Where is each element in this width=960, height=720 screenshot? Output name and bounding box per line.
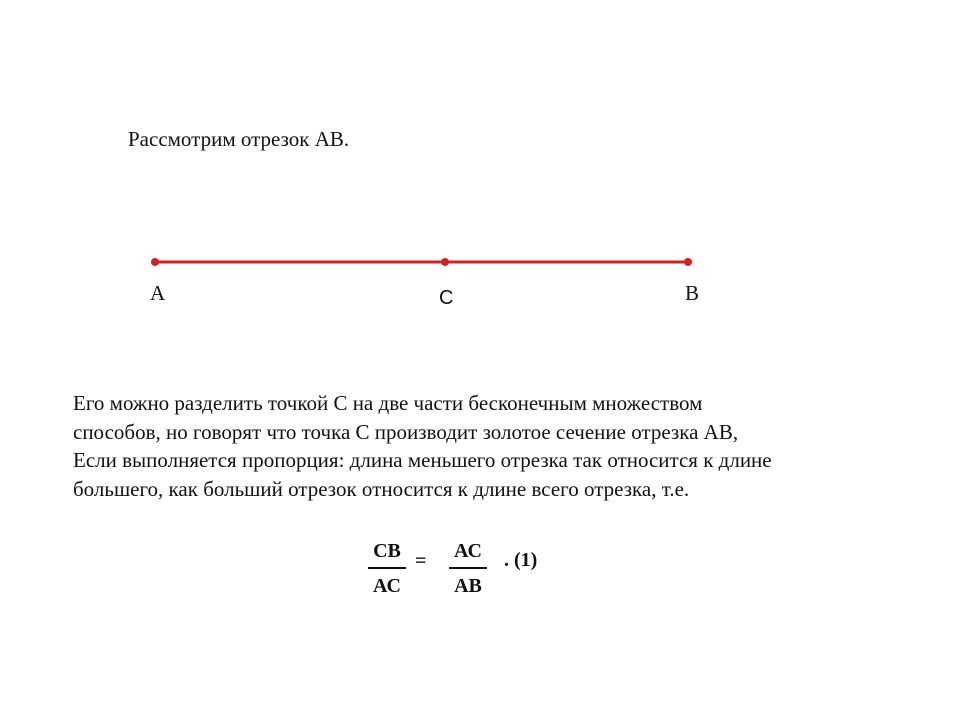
- paragraph-line: способов, но говорят что точка С производит золотое сечение отрезка АВ,: [73, 419, 739, 444]
- formula-number-label: . (1): [504, 549, 538, 571]
- point-a-dot: [151, 258, 159, 266]
- fraction-numerator: СВ: [373, 540, 401, 562]
- fraction-bar: [449, 567, 487, 569]
- paragraph-line: Его можно разделить точкой С на две части бесконечным множеством: [73, 391, 703, 415]
- intro-text: Рассмотрим отрезок АВ.: [128, 127, 350, 151]
- point-b-dot: [684, 258, 692, 266]
- formula-right-fraction: [449, 540, 487, 597]
- fraction-denominator: АВ: [454, 575, 482, 597]
- equals-sign: =: [415, 550, 427, 572]
- point-a-label: А: [150, 281, 166, 305]
- point-c-label: С: [439, 287, 454, 309]
- explanation-paragraph: [73, 389, 903, 503]
- point-c-dot: [441, 258, 449, 266]
- fraction-numerator: АС: [454, 540, 482, 562]
- point-b-label: В: [685, 281, 700, 305]
- paragraph-line: Если выполняется пропорция: длина меньшего отрезка так относится к длине: [73, 448, 772, 472]
- fraction-denominator: АС: [373, 575, 401, 597]
- formula-left-fraction: [368, 540, 406, 597]
- fraction-bar: [368, 567, 406, 569]
- paragraph-line: большего, как больший отрезок относится к длине всего отрезка, т.е.: [73, 476, 690, 501]
